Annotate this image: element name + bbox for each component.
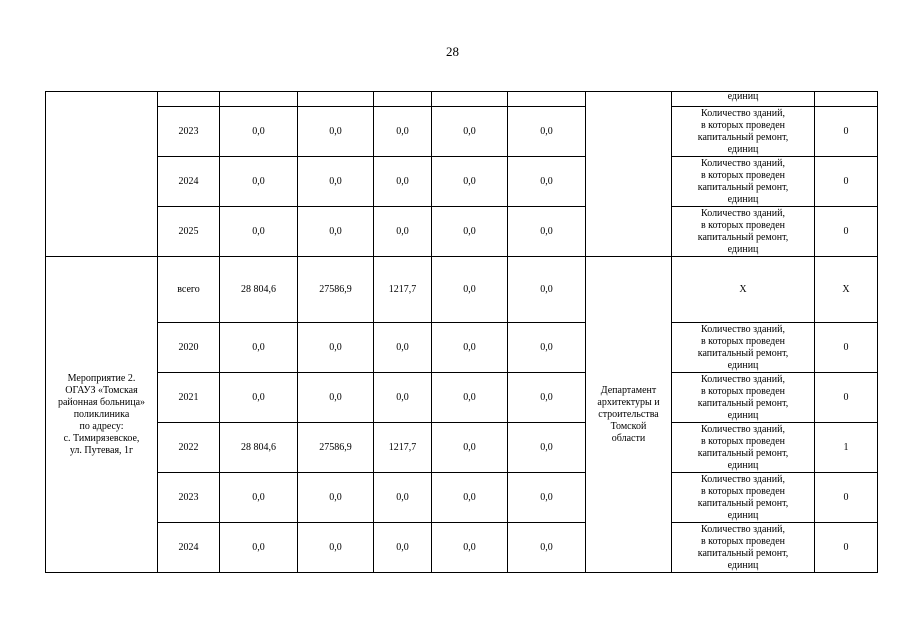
indicator-cell: Х [672,257,815,323]
local-budget-cell: 0,0 [432,323,508,373]
indicator-cell: Количество зданий, в которых проведен капитальный ремонт, единиц [672,473,815,523]
indicator-cell: Количество зданий, в которых проведен капитальный ремонт, единиц [672,107,815,157]
total-amount-cell: 0,0 [220,157,298,207]
table-row [46,207,878,257]
local-budget-cell: 0,0 [432,423,508,473]
page-number: 28 [446,44,459,59]
table-row [46,92,878,107]
local-budget-cell: 0,0 [432,473,508,523]
total-amount-cell: 0,0 [220,107,298,157]
federal-budget-cell: 0,0 [298,107,374,157]
total-amount-cell: 0,0 [220,207,298,257]
year-cell: 2023 [158,107,220,157]
extrabudget-cell: 0,0 [508,323,586,373]
federal-budget-cell: 27586,9 [298,423,374,473]
total-amount-cell: 0,0 [220,323,298,373]
regional-budget-cell: 0,0 [374,157,432,207]
program-table [45,91,878,573]
indicator-cell: Количество зданий, в которых проведен капитальный ремонт, единиц [672,323,815,373]
indicator-cell: единиц [672,92,815,107]
federal-budget-cell: 0,0 [298,373,374,423]
local-budget-cell [432,92,508,107]
year-cell: 2021 [158,373,220,423]
extrabudget-cell: 0,0 [508,423,586,473]
table-row [46,107,878,157]
year-cell: 2025 [158,207,220,257]
regional-budget-cell [374,92,432,107]
year-cell: 2024 [158,523,220,573]
extrabudget-cell: 0,0 [508,473,586,523]
indicator-value-cell: 0 [815,107,878,157]
federal-budget-cell: 27586,9 [298,257,374,323]
year-cell: 2024 [158,157,220,207]
total-amount-cell: 0,0 [220,373,298,423]
local-budget-cell: 0,0 [432,373,508,423]
year-cell: 2023 [158,473,220,523]
local-budget-cell: 0,0 [432,157,508,207]
total-amount-cell [220,92,298,107]
federal-budget-cell: 0,0 [298,523,374,573]
indicator-cell: Количество зданий, в которых проведен капитальный ремонт, единиц [672,157,815,207]
indicator-cell: Количество зданий, в которых проведен капитальный ремонт, единиц [672,373,815,423]
table-row [46,423,878,473]
regional-budget-cell: 0,0 [374,523,432,573]
extrabudget-cell: 0,0 [508,107,586,157]
table-row [46,373,878,423]
year-cell [158,92,220,107]
regional-budget-cell: 1217,7 [374,423,432,473]
regional-budget-cell: 0,0 [374,323,432,373]
total-amount-cell: 28 804,6 [220,423,298,473]
table-row [46,257,878,323]
federal-budget-cell: 0,0 [298,157,374,207]
event-name-cell: Мероприятие 2. ОГАУЗ «Томская районная больница» поликлиника по адресу: с. Тимирязевское, ул. Путевая, 1г [46,257,158,573]
indicator-value-cell: 0 [815,523,878,573]
federal-budget-cell [298,92,374,107]
indicator-cell: Количество зданий, в которых проведен капитальный ремонт, единиц [672,523,815,573]
extrabudget-cell: 0,0 [508,207,586,257]
executor-cell [586,92,672,257]
year-cell: 2020 [158,323,220,373]
indicator-value-cell: 0 [815,473,878,523]
indicator-value-cell: 0 [815,157,878,207]
local-budget-cell: 0,0 [432,107,508,157]
indicator-value-cell: Х [815,257,878,323]
regional-budget-cell: 0,0 [374,207,432,257]
extrabudget-cell: 0,0 [508,157,586,207]
extrabudget-cell: 0,0 [508,373,586,423]
extrabudget-cell: 0,0 [508,257,586,323]
year-cell: 2022 [158,423,220,473]
indicator-cell: Количество зданий, в которых проведен капитальный ремонт, единиц [672,207,815,257]
total-amount-cell: 0,0 [220,473,298,523]
indicator-value-cell: 0 [815,373,878,423]
total-amount-cell: 28 804,6 [220,257,298,323]
table-row [46,157,878,207]
table-row [46,523,878,573]
federal-budget-cell: 0,0 [298,207,374,257]
total-amount-cell: 0,0 [220,523,298,573]
extrabudget-cell [508,92,586,107]
federal-budget-cell: 0,0 [298,473,374,523]
local-budget-cell: 0,0 [432,257,508,323]
federal-budget-cell: 0,0 [298,323,374,373]
year-cell: всего [158,257,220,323]
executor-cell: Департамент архитектуры и строительства Томской области [586,257,672,573]
indicator-value-cell: 1 [815,423,878,473]
regional-budget-cell: 1217,7 [374,257,432,323]
regional-budget-cell: 0,0 [374,107,432,157]
indicator-value-cell: 0 [815,207,878,257]
indicator-value-cell [815,92,878,107]
local-budget-cell: 0,0 [432,523,508,573]
local-budget-cell: 0,0 [432,207,508,257]
indicator-cell: Количество зданий, в которых проведен капитальный ремонт, единиц [672,423,815,473]
indicator-value-cell: 0 [815,323,878,373]
event-name-cell [46,92,158,257]
regional-budget-cell: 0,0 [374,373,432,423]
table-row [46,323,878,373]
regional-budget-cell: 0,0 [374,473,432,523]
table-row [46,473,878,523]
extrabudget-cell: 0,0 [508,523,586,573]
